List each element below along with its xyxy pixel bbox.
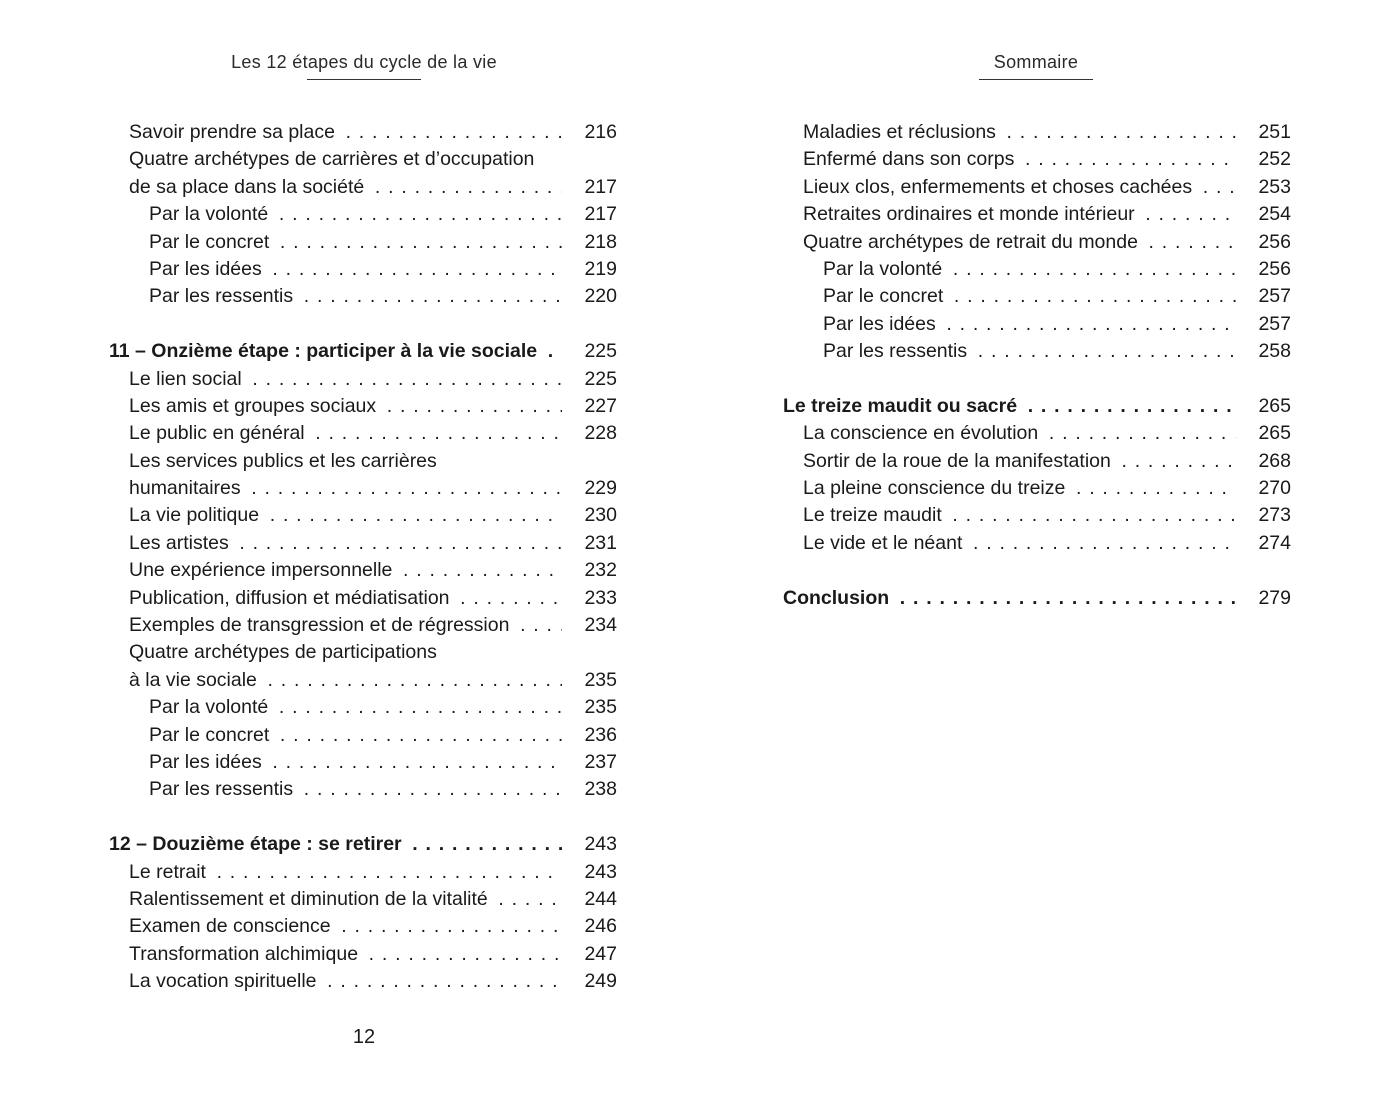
section-spacer — [783, 557, 1291, 584]
toc-entry-leader — [109, 502, 562, 529]
toc-entry[interactable] — [783, 174, 1291, 201]
toc-entry-leader — [783, 201, 1236, 228]
toc-entry[interactable] — [109, 585, 617, 612]
toc-entry-leader — [109, 475, 562, 502]
toc-entry[interactable] — [783, 283, 1291, 310]
toc-entry-page-number: 234 — [584, 614, 617, 637]
toc-chapter-entry[interactable] — [783, 585, 1291, 612]
toc-entry-title: 11 – Onzième étape : participer à la vie sociale — [109, 340, 541, 362]
toc-entry-leader — [109, 776, 562, 803]
toc-entry-leader — [109, 448, 562, 475]
toc-entry-page-number: 218 — [584, 230, 617, 253]
toc-entry[interactable] — [109, 475, 617, 502]
toc-entry-title: Savoir prendre sa place — [129, 121, 339, 143]
toc-entry[interactable] — [109, 913, 617, 940]
toc-entry-leader — [109, 283, 562, 310]
toc-entry-title: de sa place dans la société — [129, 176, 368, 198]
toc-entry[interactable] — [109, 557, 617, 584]
toc-entry-page-number: 265 — [1258, 422, 1291, 445]
section-spacer — [783, 366, 1291, 393]
toc-entry[interactable] — [109, 722, 617, 749]
toc-entry[interactable] — [783, 530, 1291, 557]
toc-entry-page-number: 237 — [584, 750, 617, 773]
toc-entry[interactable] — [109, 448, 617, 475]
toc-entry-title: Enfermé dans son corps — [803, 148, 1018, 170]
toc-entry-title: Par les idées — [823, 313, 940, 335]
toc-entry[interactable] — [783, 256, 1291, 283]
toc-entry[interactable] — [109, 420, 617, 447]
toc-entry-title: La vie politique — [129, 504, 263, 526]
toc-entry[interactable] — [109, 776, 617, 803]
toc-entry-page-number: 243 — [584, 833, 617, 856]
toc-entry[interactable] — [109, 283, 617, 310]
toc-entry-title: Exemples de transgression et de régression — [129, 614, 513, 636]
toc-entry-title: Par les ressentis — [149, 778, 297, 800]
toc-entry-title: Par le concret — [823, 285, 947, 307]
toc-entry-title: Le treize maudit ou sacré — [783, 395, 1021, 417]
toc-entry-title: Examen de conscience — [129, 915, 335, 937]
toc-entry[interactable] — [109, 749, 617, 776]
toc-entry[interactable] — [109, 530, 617, 557]
section-spacer — [109, 311, 617, 338]
toc-entry[interactable] — [109, 502, 617, 529]
toc-chapter-entry[interactable] — [783, 393, 1291, 420]
toc-chapter-entry[interactable] — [109, 338, 617, 365]
toc-entry[interactable] — [783, 146, 1291, 173]
toc-entry-title: Par la volonté — [823, 258, 946, 280]
toc-entry-leader — [783, 585, 1236, 612]
toc-entry-leader — [783, 311, 1236, 338]
toc-entry-title: Par le concret — [149, 231, 273, 253]
toc-entry-leader — [109, 749, 562, 776]
toc-entry-page-number: 253 — [1258, 175, 1291, 198]
toc-entry[interactable] — [109, 119, 617, 146]
toc-entry-title: Par la volonté — [149, 696, 272, 718]
toc-entry-page-number: 233 — [584, 586, 617, 609]
toc-entry-leader — [783, 256, 1236, 283]
toc-entry-leader — [109, 886, 562, 913]
toc-entry-title: Lieux clos, enfermements et choses cachées — [803, 176, 1196, 198]
toc-entry-title: La vocation spirituelle — [129, 970, 321, 992]
section-spacer — [109, 804, 617, 831]
toc-entry[interactable] — [783, 420, 1291, 447]
toc-entry[interactable] — [109, 859, 617, 886]
toc-entry-title: Une expérience impersonnelle — [129, 559, 396, 581]
toc-entry-page-number: 220 — [584, 285, 617, 308]
running-head-rule — [979, 79, 1093, 80]
toc-entry-page-number: 238 — [584, 778, 617, 801]
toc-entry-leader — [109, 831, 562, 858]
toc-entry-page-number: 257 — [1258, 285, 1291, 308]
toc-chapter-entry[interactable] — [109, 831, 617, 858]
toc-entry-page-number: 243 — [584, 860, 617, 883]
toc-entry-page-number: 252 — [1258, 148, 1291, 171]
toc-entry-title: Par les idées — [149, 258, 266, 280]
toc-entry[interactable] — [109, 201, 617, 228]
toc-entry-leader — [109, 913, 562, 940]
toc-entry-page-number: 231 — [584, 531, 617, 554]
toc-entry[interactable] — [109, 256, 617, 283]
toc-entry-leader — [783, 174, 1236, 201]
toc-entry-page-number: 251 — [1258, 121, 1291, 143]
toc-entry[interactable] — [109, 941, 617, 968]
toc-entry[interactable] — [109, 886, 617, 913]
toc-entry-leader — [109, 639, 562, 666]
toc-entry-leader — [783, 229, 1236, 256]
toc-entry-page-number: 230 — [584, 504, 617, 527]
toc-entry-page-number: 225 — [584, 340, 617, 363]
toc-entry-page-number: 249 — [584, 970, 617, 993]
table-of-contents-right — [783, 119, 1291, 612]
toc-entry-leader — [109, 667, 562, 694]
toc-entry-title: 12 – Douzième étape : se retirer — [109, 833, 406, 855]
toc-entry-page-number: 256 — [1258, 230, 1291, 253]
toc-entry-title: Les services publics et les carrières — [129, 450, 441, 472]
toc-entry-page-number: 225 — [584, 367, 617, 390]
toc-entry[interactable] — [109, 968, 617, 995]
toc-entry-title: Retraites ordinaires et monde intérieur — [803, 203, 1139, 225]
toc-entry-leader — [109, 968, 562, 995]
toc-entry-title: Maladies et réclusions — [803, 121, 1000, 143]
toc-entry[interactable] — [783, 448, 1291, 475]
toc-entry-page-number: 235 — [584, 696, 617, 719]
toc-entry-leader — [109, 585, 562, 612]
toc-entry-page-number: 273 — [1258, 504, 1291, 527]
toc-entry[interactable] — [109, 612, 617, 639]
toc-entry-title: Les artistes — [129, 532, 233, 554]
toc-entry-title: Sortir de la roue de la manifestation — [803, 450, 1115, 472]
toc-entry-title: La pleine conscience du treize — [803, 477, 1069, 499]
toc-entry-page-number: 228 — [584, 422, 617, 445]
toc-entry-leader — [109, 119, 562, 146]
toc-entry-title: Ralentissement et diminution de la vitalité — [129, 888, 492, 910]
toc-entry[interactable] — [783, 502, 1291, 529]
running-head-right — [886, 52, 1186, 73]
toc-entry-title: Quatre archétypes de carrières et d’occupation — [129, 148, 538, 170]
toc-entry-title: Quatre archétypes de participations — [129, 641, 441, 663]
toc-entry-title: Le treize maudit — [803, 504, 946, 526]
toc-entry-title: Par les idées — [149, 751, 266, 773]
toc-entry[interactable] — [783, 338, 1291, 365]
toc-entry-title: La conscience en évolution — [803, 422, 1042, 444]
toc-entry-title: Le lien social — [129, 368, 246, 390]
toc-entry-leader — [109, 174, 562, 201]
toc-entry[interactable] — [783, 475, 1291, 502]
toc-entry-title: Par les ressentis — [149, 285, 297, 307]
toc-entry-page-number: 216 — [584, 121, 617, 143]
toc-entry[interactable] — [783, 311, 1291, 338]
toc-entry-title: Les amis et groupes sociaux — [129, 395, 380, 417]
toc-entry-leader — [109, 859, 562, 886]
toc-entry-leader — [109, 941, 562, 968]
running-head-text: Sommaire — [993, 52, 1079, 72]
toc-entry-title: Le public en général — [129, 422, 309, 444]
toc-entry-page-number: 236 — [584, 723, 617, 746]
toc-entry[interactable] — [109, 146, 617, 173]
toc-entry-page-number: 246 — [584, 915, 617, 938]
toc-entry-page-number: 217 — [584, 203, 617, 226]
toc-entry[interactable] — [109, 639, 617, 666]
toc-entry-leader — [109, 229, 562, 256]
toc-entry-page-number: 270 — [1258, 477, 1291, 500]
toc-entry-page-number: 257 — [1258, 312, 1291, 335]
toc-entry-title: humanitaires — [129, 477, 245, 499]
toc-entry[interactable] — [109, 174, 617, 201]
toc-entry-page-number: 254 — [1258, 203, 1291, 226]
toc-entry-leader — [109, 420, 562, 447]
toc-entry-leader — [109, 530, 562, 557]
toc-entry-title: Conclusion — [783, 587, 893, 609]
running-head-text: Les 12 étapes du cycle de la vie — [231, 52, 497, 72]
toc-entry-leader — [783, 338, 1236, 365]
toc-entry-leader — [783, 146, 1236, 173]
toc-entry-leader — [109, 694, 562, 721]
toc-entry-leader — [783, 448, 1236, 475]
toc-entry-leader — [783, 393, 1236, 420]
toc-entry-leader — [783, 502, 1236, 529]
toc-entry-leader — [109, 366, 562, 393]
toc-entry-title: Par les ressentis — [823, 340, 971, 362]
toc-entry-title: Par le concret — [149, 724, 273, 746]
toc-entry[interactable] — [109, 393, 617, 420]
toc-entry-page-number: 258 — [1258, 340, 1291, 363]
toc-entry[interactable] — [109, 667, 617, 694]
toc-entry-leader — [109, 722, 562, 749]
toc-entry-leader — [109, 393, 562, 420]
page-number: 12 — [352, 1026, 376, 1048]
toc-entry-leader — [783, 283, 1236, 310]
table-of-contents-left — [109, 119, 617, 996]
toc-entry-page-number: 227 — [584, 394, 617, 417]
toc-entry-page-number: 265 — [1258, 394, 1291, 417]
running-head-left — [164, 52, 564, 73]
toc-entry[interactable] — [783, 201, 1291, 228]
toc-entry-title: Publication, diffusion et médiatisation — [129, 587, 454, 609]
toc-entry-title: Quatre archétypes de retrait du monde — [803, 231, 1142, 253]
toc-entry[interactable] — [109, 229, 617, 256]
toc-entry-leader — [109, 146, 562, 173]
toc-entry-leader — [109, 201, 562, 228]
toc-entry[interactable] — [783, 119, 1291, 146]
toc-entry-page-number: 279 — [1258, 586, 1291, 609]
toc-entry-leader — [783, 420, 1236, 447]
toc-entry-leader — [109, 612, 562, 639]
toc-entry-page-number: 219 — [584, 257, 617, 280]
toc-entry-page-number: 247 — [584, 942, 617, 965]
toc-entry-title: Par la volonté — [149, 203, 272, 225]
toc-entry-leader — [783, 530, 1236, 557]
toc-entry-title: Le retrait — [129, 861, 210, 883]
toc-entry-leader — [109, 557, 562, 584]
toc-entry-page-number: 232 — [584, 559, 617, 582]
toc-entry-title: à la vie sociale — [129, 669, 261, 691]
toc-entry-title: Le vide et le néant — [803, 532, 966, 554]
running-head-rule — [307, 79, 421, 80]
toc-entry[interactable] — [783, 229, 1291, 256]
right-page — [700, 0, 1400, 1115]
toc-entry-leader — [109, 256, 562, 283]
toc-entry-page-number: 244 — [584, 887, 617, 910]
toc-entry-page-number: 235 — [584, 668, 617, 691]
toc-entry-leader — [109, 338, 562, 365]
toc-entry-title: Transformation alchimique — [129, 943, 362, 965]
toc-entry-leader — [783, 119, 1236, 146]
toc-entry-page-number: 274 — [1258, 531, 1291, 554]
toc-entry-page-number: 217 — [584, 175, 617, 198]
toc-entry-page-number: 268 — [1258, 449, 1291, 472]
toc-entry[interactable] — [109, 694, 617, 721]
toc-entry-page-number: 256 — [1258, 257, 1291, 280]
toc-entry-page-number: 229 — [584, 477, 617, 500]
toc-entry[interactable] — [109, 366, 617, 393]
toc-entry-leader — [783, 475, 1236, 502]
